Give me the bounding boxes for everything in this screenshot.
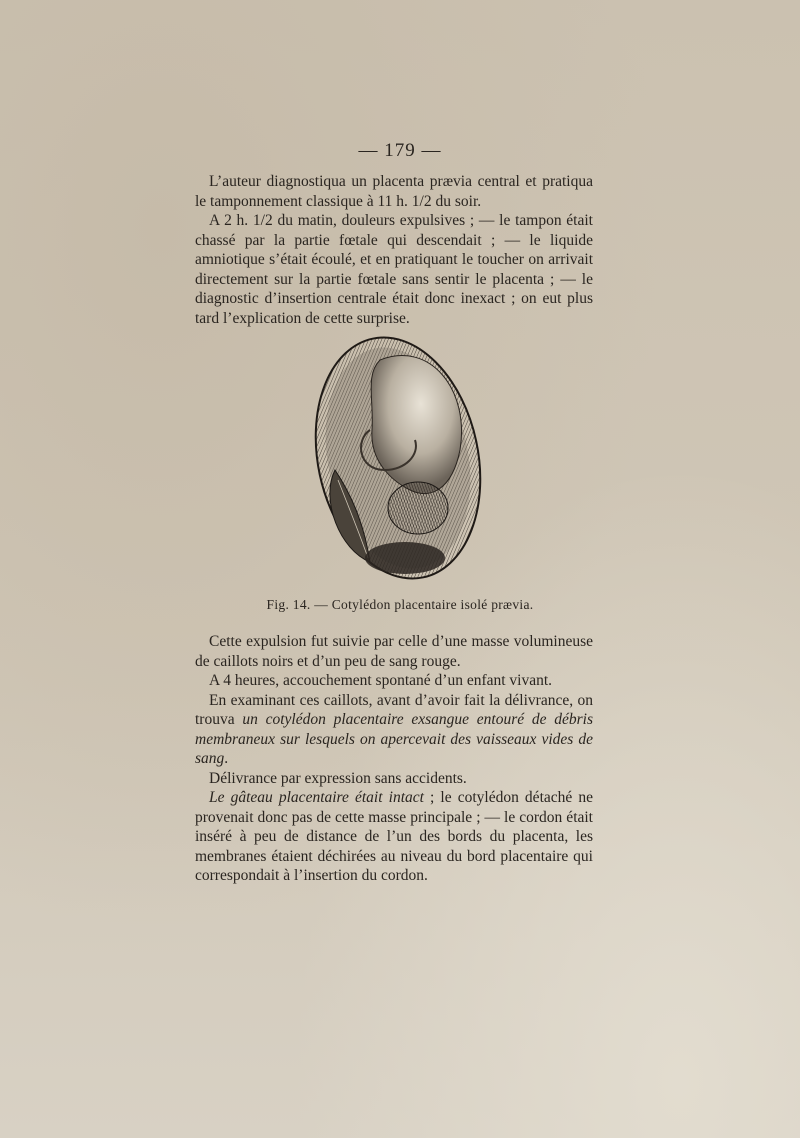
figure-caption: Fig. 14. — Cotylédon placentaire isolé prævia. (266, 597, 534, 612)
paragraph-deliverance: Délivrance par expression sans accidents. (209, 769, 467, 787)
bottom-text-block (195, 632, 593, 886)
examination-text: En examinant ces caillots, avant d’avoir fait la délivrance, on trouva (195, 691, 593, 728)
placental-cake-italic-text: Le gâteau placentaire était intact (209, 789, 424, 806)
paragraph-examination (195, 691, 593, 769)
paragraph-clots: Cette expulsion fut suivie par celle d’une masse volumineuse de caillots noirs et d’un peu de sang rouge. (195, 633, 593, 670)
paragraph-delivery: A 4 heures, accouchement spontané d’un enfant vivant. (209, 672, 553, 689)
paragraph-expulsion: A 2 h. 1/2 du matin, douleurs expulsives ; — le tampon était chassé par la partie fœtale qui descendait ; — le liquide amniotique s’était écoulé, et en pratiquant le toucher on arrivait directement sur la partie fœtale sans sentir le placenta ; — le diagnostic d’insertion centrale était donc inexact ; on eut plus tard l’explication de cette surprise. (195, 212, 593, 327)
figure-cotyledon-illustration (310, 330, 485, 590)
page-number: — 179 — (358, 140, 442, 161)
paragraph-placental-cake (195, 788, 593, 886)
paragraph-diagnosis: L’auteur diagnostiqua un placenta prævia central et pratiqua le tamponnement classique à 11 h. 1/2 du soir. (195, 173, 593, 210)
placental-cake-text: ; le cotylédon détaché ne provenait donc pas de cette masse principale ; — le cordon était inséré à peu de distance de l’un des bords du placenta, les membranes étaient déchirées au niveau du bord placentaire qui correspondait à l’insertion du cordon. (195, 789, 593, 884)
examination-end: . (224, 750, 229, 767)
examination-italic-text: un cotylédon placentaire exsangue entouré de débris membraneux sur lesquels on apercevait des vaisseaux vides de sang (195, 711, 593, 767)
top-text-block (195, 172, 593, 328)
